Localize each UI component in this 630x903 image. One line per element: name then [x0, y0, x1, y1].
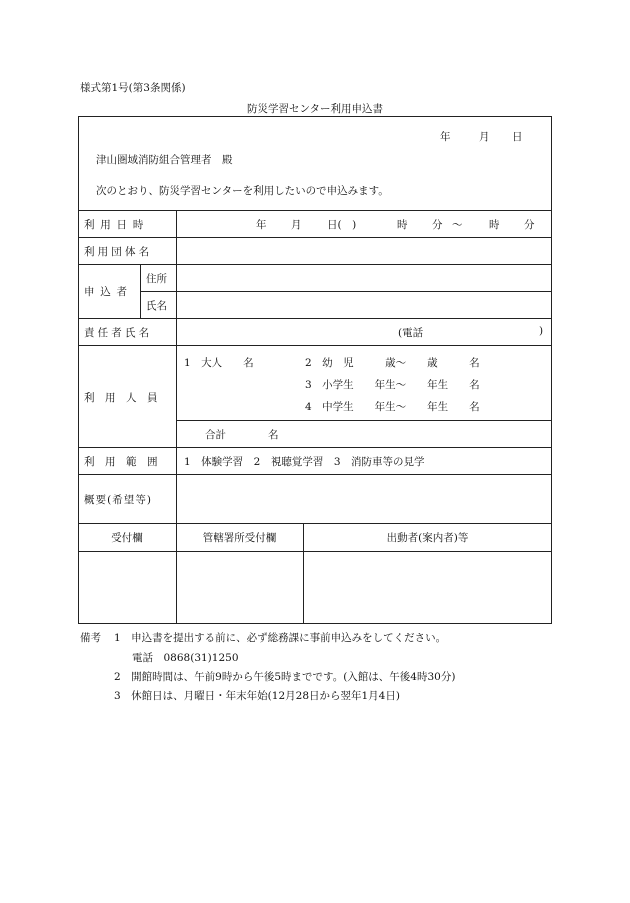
- label-scope: 利用範囲: [84, 456, 168, 468]
- reception-col-3: 出動者(案内者)等: [386, 532, 469, 544]
- usage-min-end: 分: [524, 219, 535, 231]
- usage-year: 年: [256, 219, 267, 231]
- label-name: 氏名: [146, 300, 167, 312]
- label-responsible: 責任者氏名: [84, 327, 153, 339]
- label-applicant: 申込者: [84, 286, 133, 298]
- label-address: 住所: [146, 273, 167, 285]
- reception-col-2: 管轄署所受付欄: [202, 532, 277, 544]
- usage-day: 日( ): [327, 219, 357, 231]
- phone-close: ): [539, 325, 544, 337]
- date-month: 月: [479, 131, 490, 143]
- scope-options: 1 体験学習 2 視聴覚学習 3 消防車等の見学: [184, 456, 425, 468]
- label-summary: 概要(希望等): [84, 494, 153, 506]
- label-usage-date: 利用日時: [84, 219, 150, 231]
- date-year: 年: [440, 131, 451, 143]
- note-phone: 電話 0868(31)1250: [132, 652, 239, 664]
- usage-min-start: 分: [432, 219, 443, 231]
- intro-text: 次のとおり、防災学習センターを利用したいので申込みます。: [96, 185, 389, 197]
- form-title: 防災学習センター利用申込書: [246, 103, 384, 115]
- usage-hour-start: 時: [397, 219, 408, 231]
- usage-tilde: ～: [452, 219, 463, 231]
- form-number: 様式第1号(第3条関係): [80, 82, 186, 94]
- label-org-name: 利用団体名: [84, 246, 153, 258]
- label-users: 利用人員: [84, 392, 168, 404]
- date-day: 日: [512, 131, 523, 143]
- users-adult: 1 大人 名: [184, 357, 254, 369]
- note-1: 1 申込書を提出する前に、必ず総務課に事前申込みをしてください。: [114, 632, 447, 644]
- addressee: 津山圏域消防組合管理者 殿: [96, 154, 233, 166]
- note-3: 3 休館日は、月曜日・年末年始(12月28日から翌年1月4日): [114, 690, 400, 702]
- usage-hour-end: 時: [489, 219, 500, 231]
- usage-month: 月: [291, 219, 302, 231]
- phone-open: (電話: [398, 327, 424, 339]
- users-elementary: 3 小学生 年生～ 年生 名: [305, 379, 480, 391]
- notes-heading: 備考: [80, 632, 101, 644]
- reception-col-1: 受付欄: [111, 532, 143, 544]
- users-junior-high: 4 中学生 年生～ 年生 名: [305, 401, 480, 413]
- users-total: 合計 名: [205, 429, 279, 441]
- users-infant: 2 幼 児 歳～ 歳 名: [305, 357, 480, 369]
- note-2: 2 開館時間は、午前9時から午後5時までです。(入館は、午後4時30分): [114, 671, 456, 683]
